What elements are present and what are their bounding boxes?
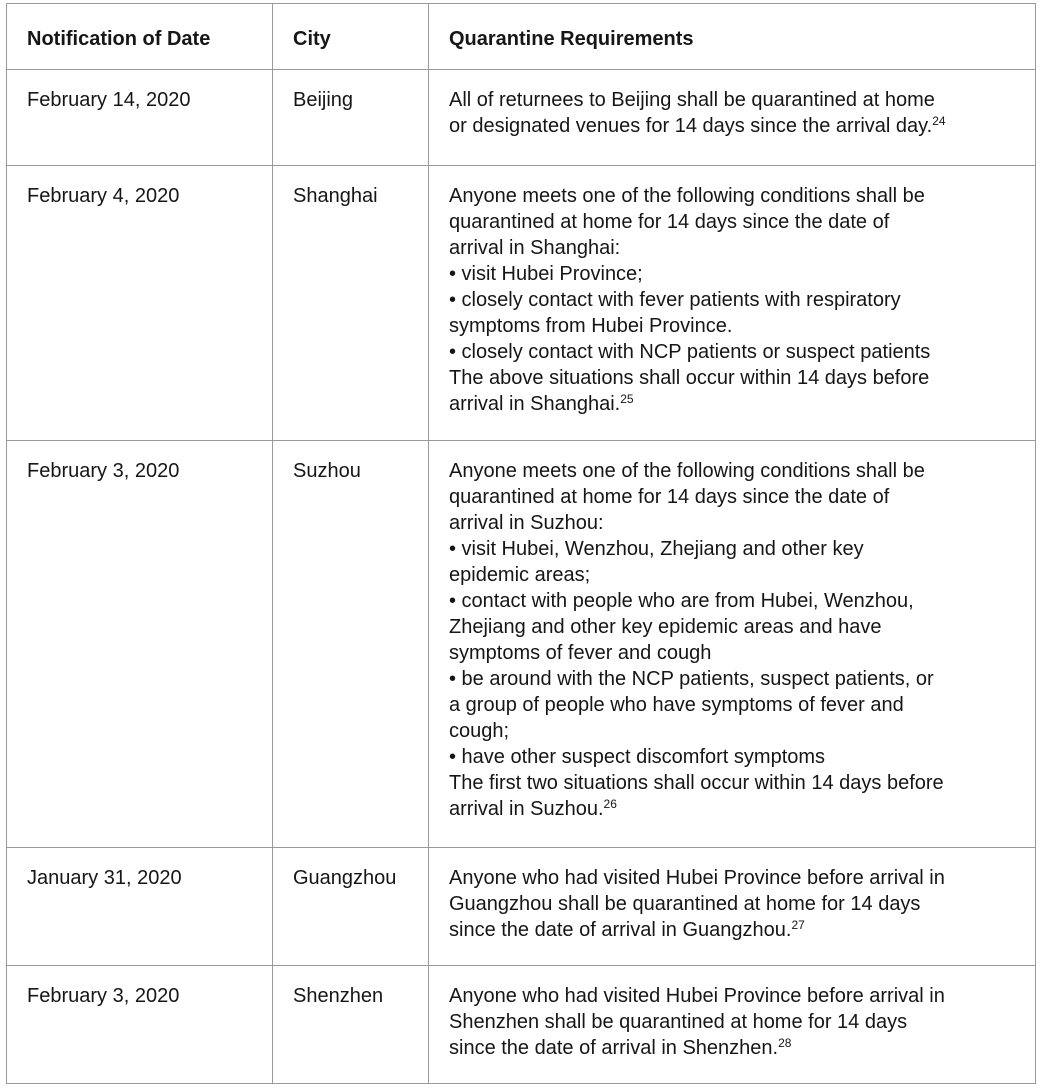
- cell-date: February 14, 2020: [7, 70, 273, 166]
- cell-city: Shanghai: [273, 166, 429, 441]
- requirement-line: quarantined at home for 14 days since the date of: [449, 211, 890, 233]
- cell-city: Guangzhou: [273, 848, 429, 966]
- cell-date: February 4, 2020: [7, 166, 273, 441]
- header-city: City: [273, 4, 429, 70]
- requirement-line: epidemic areas;: [449, 564, 591, 586]
- requirement-line: or designated venues for 14 days since the arrival day.$^{24}$: [449, 114, 946, 137]
- requirement-line: The first two situations shall occur within 14 days before: [449, 772, 944, 794]
- requirement-line: • visit Hubei, Wenzhou, Zhejiang and other key: [449, 538, 864, 560]
- cell-requirements: [429, 166, 1036, 441]
- table-row: [7, 848, 1036, 966]
- requirement-line: Anyone who had visited Hubei Province before arrival in: [449, 985, 945, 1007]
- table-row: [7, 166, 1036, 441]
- requirement-line: Shenzhen shall be quarantined at home for 14 days: [449, 1011, 908, 1033]
- requirement-line: arrival in Suzhou:: [449, 512, 604, 534]
- table-row: [7, 441, 1036, 848]
- requirement-line: symptoms of fever and cough: [449, 642, 712, 664]
- cell-city: Suzhou: [273, 441, 429, 848]
- requirement-line: • have other suspect discomfort symptoms: [449, 746, 826, 768]
- requirement-line: • closely contact with fever patients with respiratory: [449, 289, 901, 311]
- cell-date: January 31, 2020: [7, 848, 273, 966]
- requirement-line: Zhejiang and other key epidemic areas and have: [449, 616, 882, 638]
- footnote-reference: 28: [778, 1036, 792, 1050]
- header-notification-date: Notification of Date: [7, 4, 273, 70]
- requirement-line: cough;: [449, 720, 510, 742]
- cell-date: February 3, 2020: [7, 966, 273, 1084]
- cell-requirements: [429, 966, 1036, 1084]
- cell-requirements: [429, 848, 1036, 966]
- requirement-line: Guangzhou shall be quarantined at home for 14 days: [449, 893, 921, 915]
- requirement-line: • visit Hubei Province;: [449, 263, 643, 285]
- requirement-line: Anyone meets one of the following conditions shall be: [449, 185, 925, 207]
- footnote-reference: 25: [620, 392, 634, 406]
- footnote-reference: 26: [603, 797, 617, 811]
- requirement-line: Anyone who had visited Hubei Province before arrival in: [449, 867, 945, 889]
- requirement-line: Anyone meets one of the following conditions shall be: [449, 460, 925, 482]
- requirement-line: The above situations shall occur within 14 days before: [449, 367, 930, 389]
- quarantine-requirements-table: [6, 3, 1036, 1084]
- requirement-line: a group of people who have symptoms of fever and: [449, 694, 904, 716]
- cell-city: Shenzhen: [273, 966, 429, 1084]
- cell-city: Beijing: [273, 70, 429, 166]
- footnote-reference: 27: [791, 918, 805, 932]
- requirement-line: since the date of arrival in Shenzhen.$^{28}$: [449, 1036, 792, 1059]
- requirement-line: arrival in Suzhou.$^{26}$: [449, 797, 617, 820]
- requirement-line: arrival in Shanghai.$^{25}$: [449, 392, 634, 415]
- table-row: [7, 966, 1036, 1084]
- cell-requirements: [429, 70, 1036, 166]
- requirement-line: All of returnees to Beijing shall be quarantined at home: [449, 89, 935, 111]
- requirement-line: since the date of arrival in Guangzhou.$^{27}$: [449, 918, 805, 941]
- requirement-line: arrival in Shanghai:: [449, 237, 621, 259]
- footnote-reference: 24: [932, 114, 946, 128]
- cell-date: February 3, 2020: [7, 441, 273, 848]
- requirement-line: • closely contact with NCP patients or suspect patients: [449, 341, 931, 363]
- requirement-line: • contact with people who are from Hubei, Wenzhou,: [449, 590, 914, 612]
- table-header-row: [7, 4, 1036, 70]
- cell-requirements: [429, 441, 1036, 848]
- requirement-line: quarantined at home for 14 days since the date of: [449, 486, 890, 508]
- requirement-line: symptoms from Hubei Province.: [449, 315, 733, 337]
- requirement-line: • be around with the NCP patients, suspect patients, or: [449, 668, 934, 690]
- table-row: [7, 70, 1036, 166]
- header-quarantine-requirements: Quarantine Requirements: [429, 4, 1036, 70]
